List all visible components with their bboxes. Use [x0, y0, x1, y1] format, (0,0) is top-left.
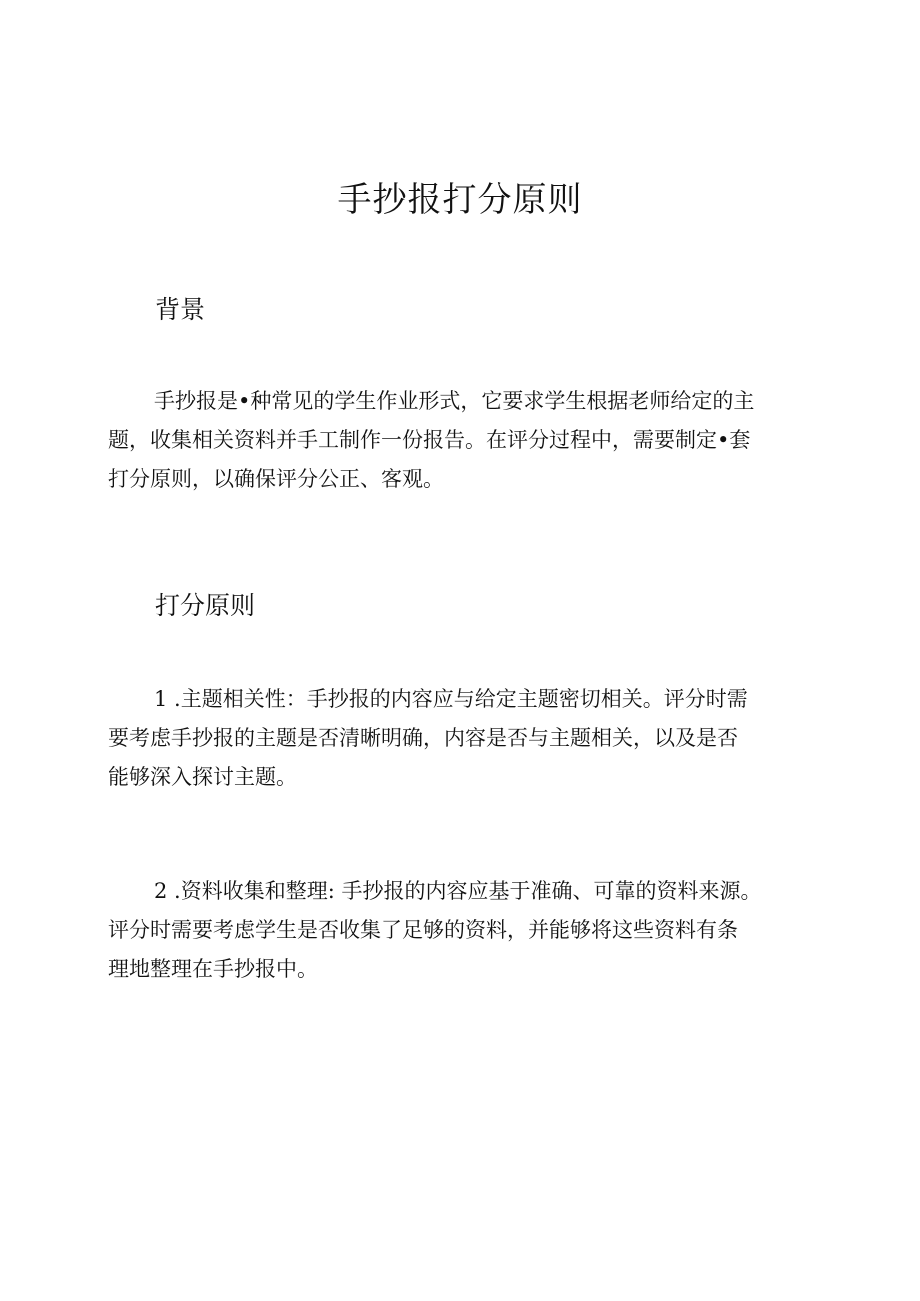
paragraph-line: 要考虑手抄报的主题是否清晰明确，内容是否与主题相关，以及是否	[108, 726, 738, 750]
paragraph-line: 题，收集相关资料并手工制作一份报告。在评分过程中，需要制定•套	[108, 428, 751, 452]
paragraph-line: 打分原则，以确保评分公正、客观。	[108, 467, 444, 491]
principle-2-paragraph	[108, 872, 810, 989]
section-heading-background: 背景	[155, 295, 206, 324]
paragraph-line: 评分时需要考虑学生是否收集了足够的资料，并能够将这些资料有条	[108, 918, 738, 942]
principle-1-paragraph	[108, 680, 810, 797]
section-heading-scoring-principles: 打分原则	[155, 591, 256, 620]
paragraph-line: 能够深入探讨主题。	[108, 765, 297, 789]
paragraph-line: 1 .主题相关性：手抄报的内容应与给定主题密切相关。评分时需	[154, 687, 748, 711]
paragraph-line: 理地整理在手抄报中。	[108, 957, 318, 981]
document-title: 手抄报打分原则	[337, 180, 583, 220]
paragraph-line: 手抄报是•种常见的学生作业形式，它要求学生根据老师给定的主	[154, 389, 755, 413]
paragraph-line: 2 .资料收集和整理: 手抄报的内容应基于准确、可靠的资料来源。	[154, 879, 762, 903]
background-paragraph	[108, 382, 810, 499]
